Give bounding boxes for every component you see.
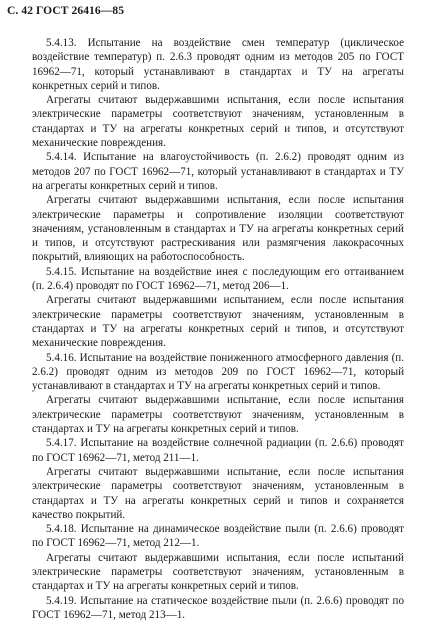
paragraph-5-4-17-criteria: Агрегаты считают выдержавшими испытание, если после испытания электрические параметры соответствуют значениям, установленным в стандартах и ТУ на агрегаты конкретных серий и типов и сохраняется качество покрытий. xyxy=(32,465,404,521)
document-body xyxy=(32,36,404,622)
paragraph-5-4-18-criteria: Агрегаты считают выдержавшими испытания, если после испытаний электрические параметры соответствуют значениям, установленным в стандартах и ТУ на агрегаты конкретных серий и типов. xyxy=(32,551,404,593)
paragraph-5-4-17: 5.4.17. Испытание на воздействие солнечной радиации (п. 2.6.6) проводят по ГОСТ 16962—71, метод 211—1. xyxy=(32,437,404,464)
paragraph-5-4-14-criteria: Агрегаты считают выдержавшими испытания, если после испытания электрические параметры и сопротивление изоляции соответствуют значениям, установленным в стандартах и ТУ на агрегаты конкретных серий и типов, и отсутствуют растрескивания или размягчения лакокрасочных покрытий, влияющих на работоспособность. xyxy=(32,194,404,264)
paragraph-5-4-18: 5.4.18. Испытание на динамическое воздействие пыли (п. 2.6.6) проводят по ГОСТ 16962—71, метод 212—1. xyxy=(32,523,404,550)
page-header: С. 42 ГОСТ 26416—85 xyxy=(7,5,125,17)
paragraph-5-4-16: 5.4.16. Испытание на воздействие пониженного атмосферного давления (п. 2.6.2) проводят одним из методов 209 по ГОСТ 16962—71, который устанавливают в стандартах и ТУ на агрегаты конкретных серий и типов. xyxy=(32,351,404,393)
paragraph-5-4-13: 5.4.13. Испытание на воздействие смен температур (циклическое воздействие температур) п. 2.6.3 проводят одним из методов 205 по ГОСТ 16962—71, который устанавливают в стандартах и ТУ на агрегаты конкретных серий и типов. xyxy=(32,37,404,92)
paragraph-5-4-14: 5.4.14. Испытание на влагоустойчивость (п. 2.6.2) проводят одним из методов 207 по ГОСТ 16962—71, который устанавливают в стандартах и ТУ на агрегаты конкретных серий и типов. xyxy=(32,151,404,192)
paragraph-5-4-16-criteria: Агрегаты считают выдержавшими испытание, если после испытания электрические параметры соответствуют значениям, установленным в стандартах и ТУ на агрегаты конкретных серий и типов. xyxy=(32,394,404,436)
paragraph-5-4-15: 5.4.15. Испытание на воздействие инея с последующим его оттаиванием (п. 2.6.4) проводят по ГОСТ 16962—71, метод 206—1. xyxy=(32,265,404,293)
paragraph-5-4-13-criteria: Агрегаты считают выдержавшими испытания, если после испытания электрические параметры соответствуют значениям, установленным в стандартах и ТУ на агрегаты конкретных серий и типов, и отсутствуют механические повреждения. xyxy=(32,94,404,150)
paragraph-5-4-19: 5.4.19. Испытание на статическое воздействие пыли (п. 2.6.6) проводят по ГОСТ 16962—71, метод 213—1. xyxy=(32,594,404,621)
paragraph-5-4-15-criteria: Агрегаты считают выдержавшими испытанием, если после испытания электрические параметры соответствуют значениям, установленным в стандартах и ТУ на агрегаты конкретных серий и типов, и отсутствуют механические повреждения. xyxy=(32,294,404,350)
